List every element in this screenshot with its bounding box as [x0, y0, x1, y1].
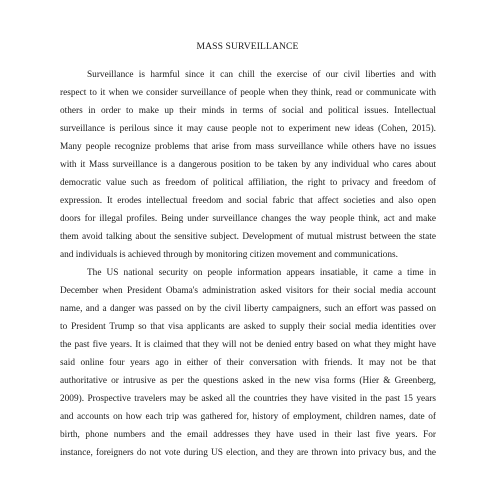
paragraph-2-line-2: December when President Obama's administration asked visitors for their social media account	[60, 286, 436, 296]
paragraph-2-line-5: the past five years. It is claimed that they will not be denied entry based on what they might have	[60, 340, 436, 350]
paragraph-1-line-2: respect to it when we consider surveillance of people when they think, read or communicate with	[60, 88, 436, 98]
paragraph-2-line-9: and accounts on how each trip was gathered for, history of employment, children names, date of	[60, 412, 436, 422]
paragraph-1-line-3: others in order to make up their minds in terms of social and political issues. Intellectual	[60, 106, 436, 116]
paragraph-2-line-10: birth, phone numbers and the email addresses they have used in their last five years. For	[60, 430, 436, 440]
paragraph-1-line-4: surveillance is perilous since it may cause people not to experiment new ideas (Cohen, 2015).	[60, 124, 436, 134]
document-title: MASS SURVEILLANCE	[196, 41, 299, 52]
paragraph-1-line-7: democratic value such as freedom of political affiliation, the right to privacy and freedom of	[60, 178, 436, 188]
paragraph-1-line-11: and individuals is achieved through by monitoring citizen movement and communications.	[60, 250, 398, 260]
paragraph-2-line-7: authoritative or intrusive as per the questions asked in the new visa forms (Hier & Greenberg,	[60, 376, 436, 386]
paragraph-2-line-11: instance, foreigners do not vote during US election, and they are thrown into privacy bus, and the	[60, 448, 436, 458]
paragraph-1-line-1: Surveillance is harmful since it can chill the exercise of our civil liberties and with	[87, 70, 436, 80]
paragraph-1-line-10: them avoid talking about the sensitive subject. Development of mutual mistrust between the state	[60, 232, 436, 242]
paragraph-1-line-8: expression. It erodes intellectual freedom and social fabric that affect societies and also open	[60, 196, 436, 206]
paragraph-1-line-9: doors for illegal profiles. Being under surveillance changes the way people think, act and make	[60, 214, 436, 224]
paragraph-2-line-8: 2009). Prospective travelers may be asked all the countries they have visited in the past 15 years	[60, 394, 436, 404]
paragraph-2-line-6: said online four years ago in either of their conversation with friends. It may not be that	[60, 358, 436, 368]
paragraph-2-line-3: name, and a danger was passed on by the civil liberty campaigners, such an effort was passed on	[60, 304, 436, 314]
paragraph-1-line-5: Many people recognize problems that arise from mass surveillance while others have no issues	[60, 142, 436, 152]
paragraph-2-line-1: The US national security on people information appears insatiable, it came a time in	[87, 268, 436, 278]
paragraph-2-line-4: to President Trump so that visa applicants are asked to supply their social media identities over	[60, 322, 436, 332]
paragraph-1-line-6: with it Mass surveillance is a dangerous position to be taken by any individual who cares about	[60, 160, 436, 170]
